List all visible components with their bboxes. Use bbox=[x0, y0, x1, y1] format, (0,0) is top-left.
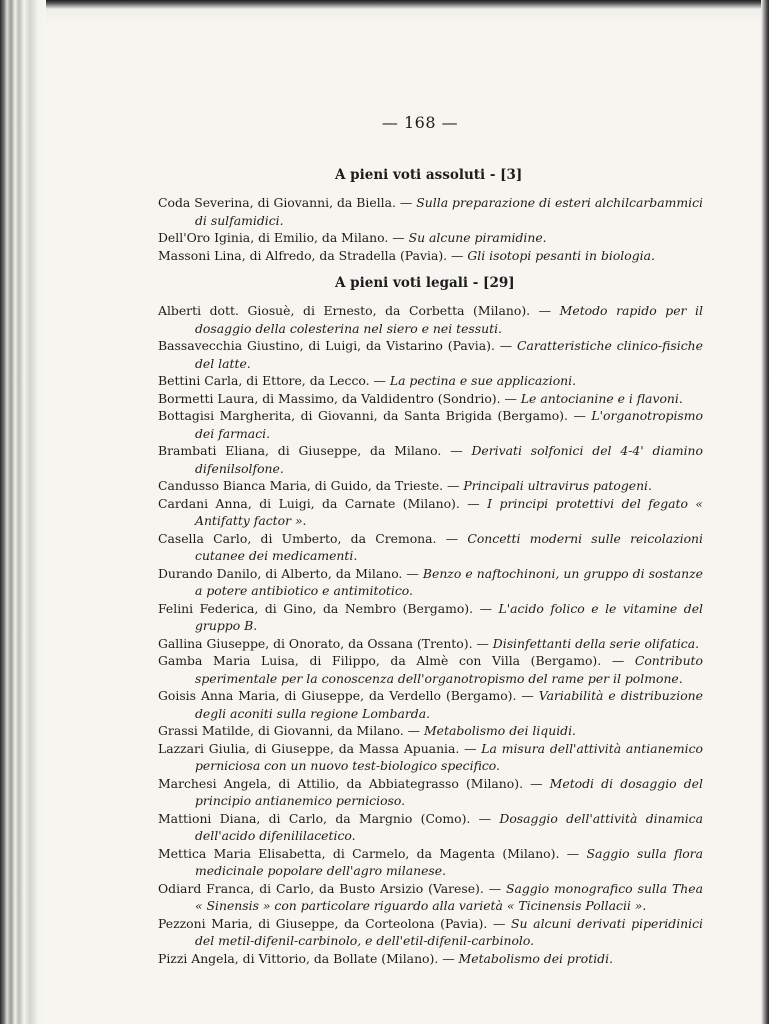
entry-author: Massoni Lina, di Alfredo, da Stradella (Pavia). — bbox=[158, 247, 468, 263]
list-item bbox=[158, 337, 703, 372]
entry-author: Felini Federica, di Gino, da Nembro (Bergamo). — bbox=[158, 600, 499, 616]
list-item bbox=[158, 652, 703, 687]
list-item bbox=[158, 687, 703, 722]
entry-author: Pizzi Angela, di Vittorio, da Bollate (Milano). — bbox=[158, 950, 459, 966]
list-item bbox=[158, 880, 703, 915]
entry-title: Variabilità e distribuzione degli aconiti sulla regione Lombarda. bbox=[195, 688, 703, 721]
list-item bbox=[158, 845, 703, 880]
entry-title: Concetti moderni sulle reicolazioni cutanee dei medicamenti. bbox=[195, 530, 703, 563]
list-item bbox=[158, 477, 703, 495]
page-right-edge bbox=[761, 0, 769, 1024]
list-item bbox=[158, 247, 703, 265]
entries-assoluti bbox=[158, 194, 703, 264]
list-item bbox=[158, 229, 703, 247]
entry-title: Contributo sperimentale per la conoscenza dell'organotropismo del rame per il polmone. bbox=[195, 653, 703, 686]
entry-author: Alberti dott. Giosuè, di Ernesto, da Corbetta (Milano). — bbox=[158, 303, 560, 318]
entry-author: Dell'Oro Iginia, di Emilio, da Milano. — bbox=[158, 230, 409, 245]
list-item bbox=[158, 635, 703, 653]
entry-title: Principali ultravirus patogeni. bbox=[463, 478, 652, 493]
entry-title: Saggio monografico sulla Thea « Sinensis » con particolare riguardo alla varietà « Ticinensis Pollacii ». bbox=[195, 880, 703, 913]
entry-author: Gamba Maria Luisa, di Filippo, da Almè con Villa (Bergamo). — bbox=[158, 653, 635, 668]
list-item bbox=[158, 530, 703, 565]
entry-author: Cardani Anna, di Luigi, da Carnate (Milano). — bbox=[158, 495, 488, 511]
list-item bbox=[158, 407, 703, 442]
list-item bbox=[158, 372, 703, 390]
entry-title: Metodi di dosaggio del principio antianemico pernicioso. bbox=[195, 775, 703, 808]
list-item bbox=[158, 722, 703, 740]
entry-title: Metodo rapido per il dosaggio della colesterina nel siero e nei tessuti. bbox=[195, 303, 703, 336]
list-item bbox=[158, 194, 703, 229]
list-item bbox=[158, 565, 703, 600]
entry-title: Dosaggio dell'attività dinamica dell'acido difenililacetico. bbox=[195, 810, 704, 843]
list-item bbox=[158, 775, 703, 810]
entry-title: I principi protettivi del fegato « Antifatty factor ». bbox=[195, 495, 703, 528]
entry-author: Bormetti Laura, di Massimo, da Valdidentro (Sondrio). — bbox=[158, 390, 521, 406]
entry-author: Bettini Carla, di Ettore, da Lecco. — bbox=[158, 373, 390, 388]
entry-author: Bassavecchia Giustino, di Luigi, da Vistarino (Pavia). — bbox=[158, 338, 517, 353]
list-item bbox=[158, 600, 703, 635]
entry-author: Lazzari Giulia, di Giuseppe, da Massa Apuania. — bbox=[158, 740, 482, 756]
entry-author: Candusso Bianca Maria, di Guido, da Trieste. — bbox=[158, 478, 464, 493]
entry-author: Coda Severina, di Giovanni, da Biella. — bbox=[158, 195, 417, 210]
page-top-edge bbox=[46, 0, 761, 22]
entry-title: La pectina e sue applicazioni. bbox=[389, 373, 577, 388]
entry-title: Gli isotopi pesanti in biologia. bbox=[467, 247, 655, 263]
entry-title: Caratteristiche clinico-fisiche del latte. bbox=[195, 338, 703, 371]
list-item bbox=[158, 950, 703, 968]
section-title-legali: A pieni voti legali - [29] bbox=[335, 275, 515, 291]
entry-author: Gallina Giuseppe, di Onorato, da Ossana (Trento). — bbox=[158, 635, 493, 651]
list-item bbox=[158, 302, 703, 337]
entry-author: Bottagisi Margherita, di Giovanni, da Santa Brigida (Bergamo). — bbox=[158, 408, 592, 423]
entry-author: Durando Danilo, di Alberto, da Milano. — bbox=[158, 565, 423, 581]
list-item bbox=[158, 810, 703, 845]
entry-author: Marchesi Angela, di Attilio, da Abbiategrasso (Milano). — bbox=[158, 775, 550, 791]
entry-title: L'acido folico e le vitamine del gruppo B. bbox=[195, 600, 704, 633]
entry-title: Metabolismo dei protidi. bbox=[458, 950, 614, 966]
entry-title: Le antocianine e i flavoni. bbox=[520, 390, 683, 406]
entry-author: Casella Carlo, di Umberto, da Cremona. — bbox=[158, 530, 468, 546]
entry-author: Pezzoni Maria, di Giuseppe, da Corteolona (Pavia). — bbox=[158, 915, 512, 931]
list-item bbox=[158, 390, 703, 408]
entry-title: Disinfettanti della serie olifatica. bbox=[492, 635, 700, 651]
section-title-assoluti: A pieni voti assoluti - [3] bbox=[335, 167, 523, 183]
entry-title: Benzo e naftochinoni, un gruppo di sostanze a potere antibiotico e antimitotico. bbox=[195, 565, 703, 598]
entry-author: Odiard Franca, di Carlo, da Busto Arsizio (Varese). — bbox=[158, 880, 506, 896]
entries-legali bbox=[158, 302, 703, 967]
list-item bbox=[158, 915, 703, 950]
entry-author: Brambati Eliana, di Giuseppe, da Milano. — bbox=[158, 443, 472, 458]
entry-title: La misura dell'attività antianemico perniciosa con un nuovo test-biologico specifico. bbox=[195, 740, 703, 773]
entry-title: Su alcuni derivati piperidinici del metil-difenil-carbinolo, e dell'etil-difenil-carbinolo. bbox=[195, 915, 704, 948]
entry-author: Grassi Matilde, di Giovanni, da Milano. — bbox=[158, 723, 424, 738]
entry-author: Mattioni Diana, di Carlo, da Margnio (Como). — bbox=[158, 810, 500, 826]
list-item bbox=[158, 495, 703, 530]
page-number: — 168 — bbox=[381, 113, 459, 132]
entry-title: Sulla preparazione di esteri alchilcarbammici di sulfamidici. bbox=[195, 195, 703, 228]
entry-title: Su alcune piramidine. bbox=[408, 230, 547, 245]
list-item bbox=[158, 442, 703, 477]
list-item bbox=[158, 740, 703, 775]
entry-author: Goisis Anna Maria, di Giuseppe, da Verdello (Bergamo). — bbox=[158, 688, 539, 703]
entry-author: Mettica Maria Elisabetta, di Carmelo, da Magenta (Milano). — bbox=[158, 845, 587, 861]
entry-title: Metabolismo dei liquidi. bbox=[423, 723, 576, 738]
entry-title: L'organotropismo dei farmaci. bbox=[195, 408, 703, 441]
book-binding-edge bbox=[0, 0, 46, 1024]
entry-title: Derivati solfonici del 4-4' diamino difenilsolfone. bbox=[195, 443, 703, 476]
entry-title: Saggio sulla flora medicinale popolare dell'agro milanese. bbox=[195, 845, 703, 878]
